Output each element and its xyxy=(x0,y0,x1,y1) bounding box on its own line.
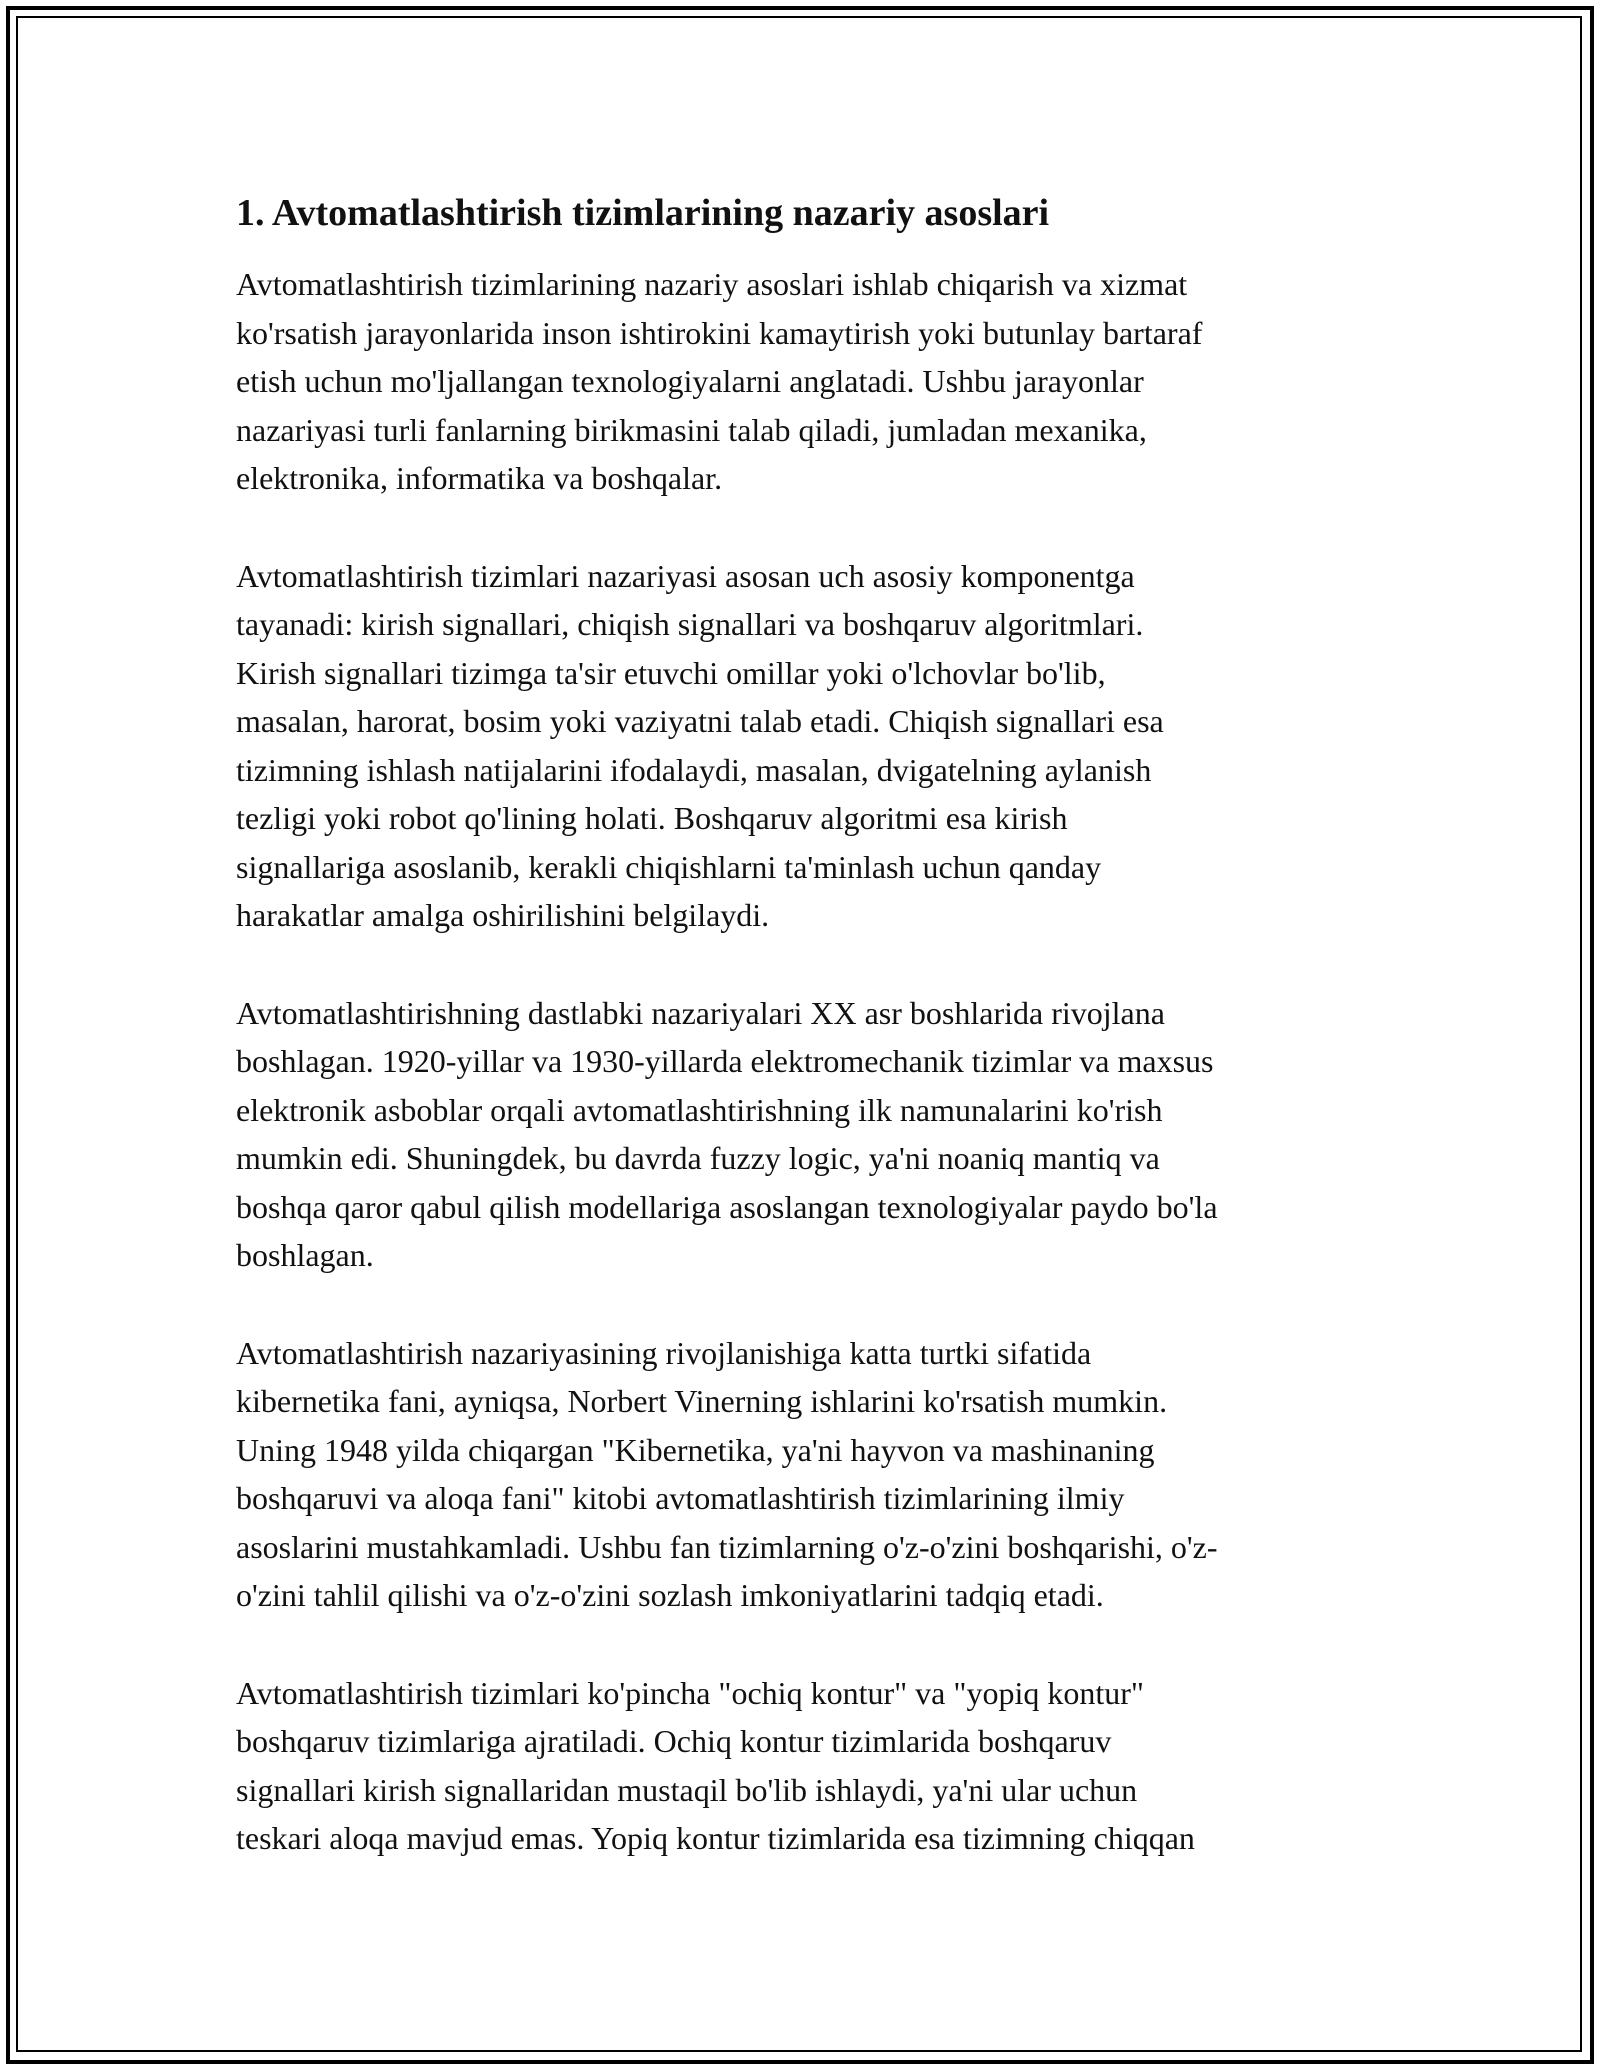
paragraph-3: Avtomatlashtirishning dastlabki nazariyalari XX asr boshlarida rivojlana boshlagan. 1920-yillar va 1930-yillarda elektromechanik tizimlar va maxsus elektronik asboblar orqali avtomatlashtirishning ilk namunalarini ko'rish mumkin edi. Shuningdek, bu davrda fuzzy logic, ya'ni noaniq mantiq va boshqa qaror qabul qilish modellariga asoslangan texnologiyalar paydo bo'la boshlagan. xyxy=(236,994,1218,1273)
document-body xyxy=(236,188,1366,1912)
paragraph-4: Avtomatlashtirish nazariyasining rivojlanishiga katta turtki sifatida kibernetika fani, ayniqsa, Norbert Vinerning ishlarini ko'rsatish mumkin. Uning 1948 yilda chiqargan "Kibernetika, ya'ni hayvon va mashinaning boshqaruvi va aloqa fani" kitobi avtomatlashtirish tizimlarining ilmiy asoslarini mustahkamladi. Ushbu fan tizimlarning o'z-o'zini boshqarishi, o'z- o'zini tahlil qilishi va o'z-o'zini sozlash imkoniyatlarini tadqiq etadi. xyxy=(236,1334,1218,1613)
paragraph-2: Avtomatlashtirish tizimlari nazariyasi asosan uch asosiy komponentga tayanadi: kirish signallari, chiqish signallari va boshqaruv algoritmlari. Kirish signallari tizimga ta'sir etuvchi omillar yoki o'lchovlar bo'lib, masalan, harorat, bosim yoki vaziyatni talab etadi. Chiqish signallari esa tizimning ishlash natijalarini ifodalaydi, masalan, dvigatelning aylanish tezligi yoki robot qo'lining holati. Boshqaruv algoritmi esa kirish signallariga asoslanib, kerakli chiqishlarni ta'minlash uchun qanday harakatlar amalga oshirilishini belgilaydi. xyxy=(236,557,1164,933)
section-heading: 1. Avtomatlashtirish tizimlarining nazariy asoslari xyxy=(236,192,1050,234)
paragraph-5: Avtomatlashtirish tizimlari ko'pincha "ochiq kontur" va "yopiq kontur" boshqaruv tizimlariga ajratiladi. Ochiq kontur tizimlarida boshqaruv signallari kirish signallaridan mustaqil bo'lib ishlaydi, ya'ni ular uchun teskari aloqa mavjud emas. Yopiq kontur tizimlarida esa tizimning chiqqan xyxy=(236,1674,1195,1856)
paragraph-1: Avtomatlashtirish tizimlarining nazariy asoslari ishlab chiqarish va xizmat ko'rsatish jarayonlarida inson ishtirokini kamaytirish yoki butunlay bartaraf etish uchun mo'ljallangan texnologiyalarni anglatadi. Ushbu jarayonlar nazariyasi turli fanlarning birikmasini talab qiladi, jumladan mexanika, elektronika, informatika va boshqalar. xyxy=(236,266,1203,496)
